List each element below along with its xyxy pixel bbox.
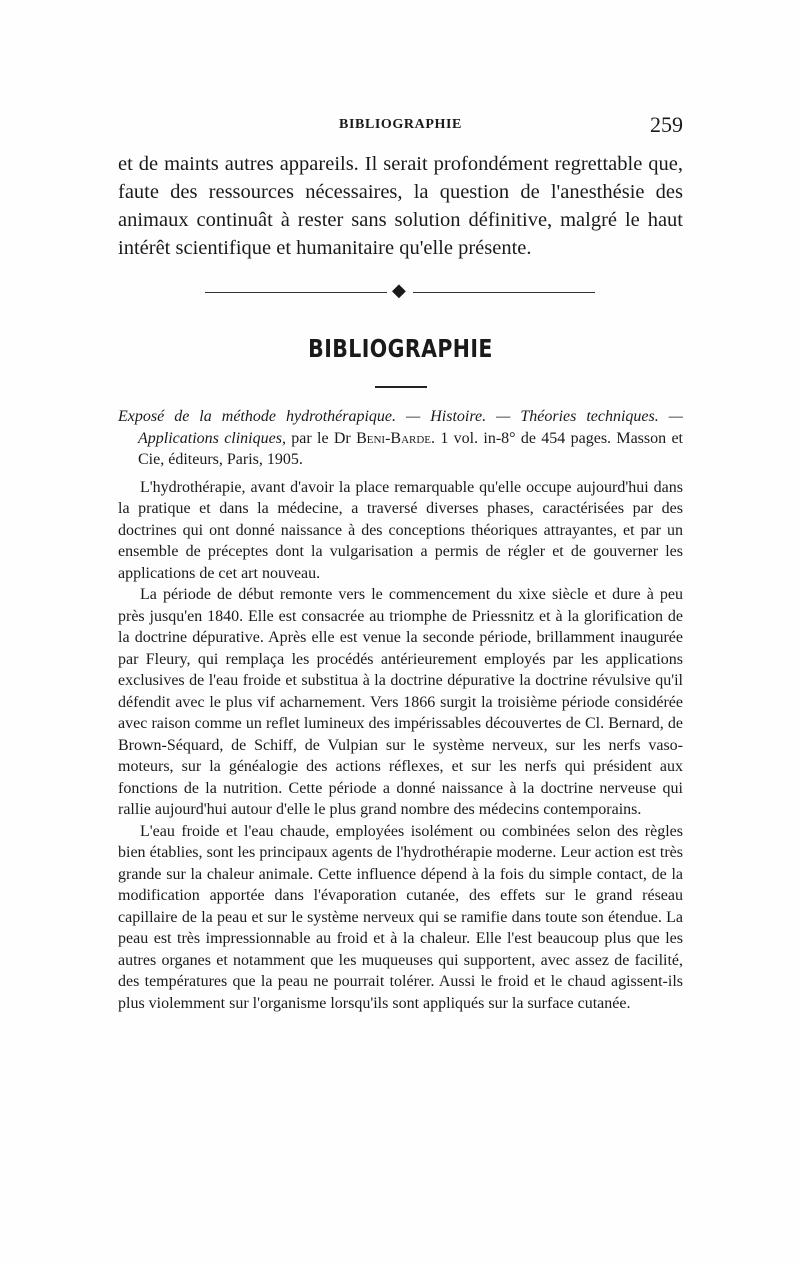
publication-details: . 1 vol. in-8° de 454 pages. Masson et Cie, éditeurs, Paris, 1905. [138, 429, 683, 468]
author-name: Beni-Barde [356, 429, 432, 447]
closing-paragraph-text: et de maints autres appareils. Il serait profondément regrettable que, faute des ressources nécessaires, la question de l'anesthésie des animaux continuât à rester sans solution définitive, malgré le haut intérêt scientifique et humanitaire qu'elle présente. [118, 153, 683, 259]
page-number: 259 [650, 112, 683, 137]
divider-rule-right [413, 292, 595, 293]
review-paragraph-3: L'eau froide et l'eau chaude, employées isolément ou combinées selon des règles bien établies, sont les principaux agents de l'hydrothérapie moderne. Leur action est très grande sur la chaleur animale. Cette influence dépend à la fois du simple contact, de la modification apportée dans l'évaporation cutanée, des effets sur le grand réseau capillaire de la peau et sur le système nerveux qui se ramifie dans toute son étendue. La peau est très impressionnable au froid et à la chaleur. Elle l'est beaucoup plus que les autres organes et notamment que les muqueuses qui supportent, avec assez de facilité, des températures que la peau ne pourrait tolérer. Aussi le froid et le chaud agissent-ils plus violemment sur l'organisme lorsqu'ils sont appliqués sur la surface cutanée. [118, 822, 683, 1012]
section-divider [205, 281, 595, 301]
running-head-title: BIBLIOGRAPHIE [339, 117, 462, 132]
author-prefix: par le Dr [285, 429, 357, 447]
diamond-ornament-icon: ◆ [392, 280, 406, 300]
bibliography-entry [118, 406, 683, 1014]
review-paragraph-1: L'hydrothérapie, avant d'avoir la place remarquable qu'elle occupe aujourd'hui dans la pratique et dans la médecine, a traversé diverses phases, caractérisées par des doctrines qui ont donné naissance à des conceptions théoriques attrayantes, et par un ensemble de préceptes dont la vulgarisation a permis de régler et de gouverner les applications de cet art nouveau. [118, 478, 683, 582]
divider-rule-left [205, 292, 387, 293]
review-paragraph-2: La période de début remonte vers le commencement du xixe siècle et dure à peu près jusqu'en 1840. Elle est consacrée au triomphe de Priessnitz et à la glorification de la doctrine dépurative. Après elle est venue la seconde période, brillamment inaugurée par Fleury, qui remplaça les procédés antérieurement employés par les applications exclusives de l'eau froide et substitua à la doctrine dépurative la doctrine révulsive qu'il défendit avec le plus vif acharnement. Vers 1866 surgit la troisième période considérée avec raison comme un reflet lumineux des impérissables découvertes de Cl. Bernard, de Brown-Séquard, de Schiff, de Vulpian sur le système nerveux, sur les nerfs vaso-moteurs, sur la généalogie des actions réflexes, et sur les nerfs qui président aux fonctions de la nutrition. Cette période a donné naissance à la doctrine nerveuse qui rallie aujourd'hui autour d'elle le plus grand nombre des médecins contemporains. [118, 586, 683, 818]
entry-citation [118, 406, 683, 471]
running-head [118, 114, 683, 138]
closing-paragraph [118, 150, 683, 262]
section-title: BIBLIOGRAPHIE [308, 334, 493, 363]
title-underline-rule [375, 386, 427, 388]
book-title: Exposé de la méthode hydrothérapique. — Histoire. — Théories techniques. — Applications cliniques, [118, 408, 683, 447]
